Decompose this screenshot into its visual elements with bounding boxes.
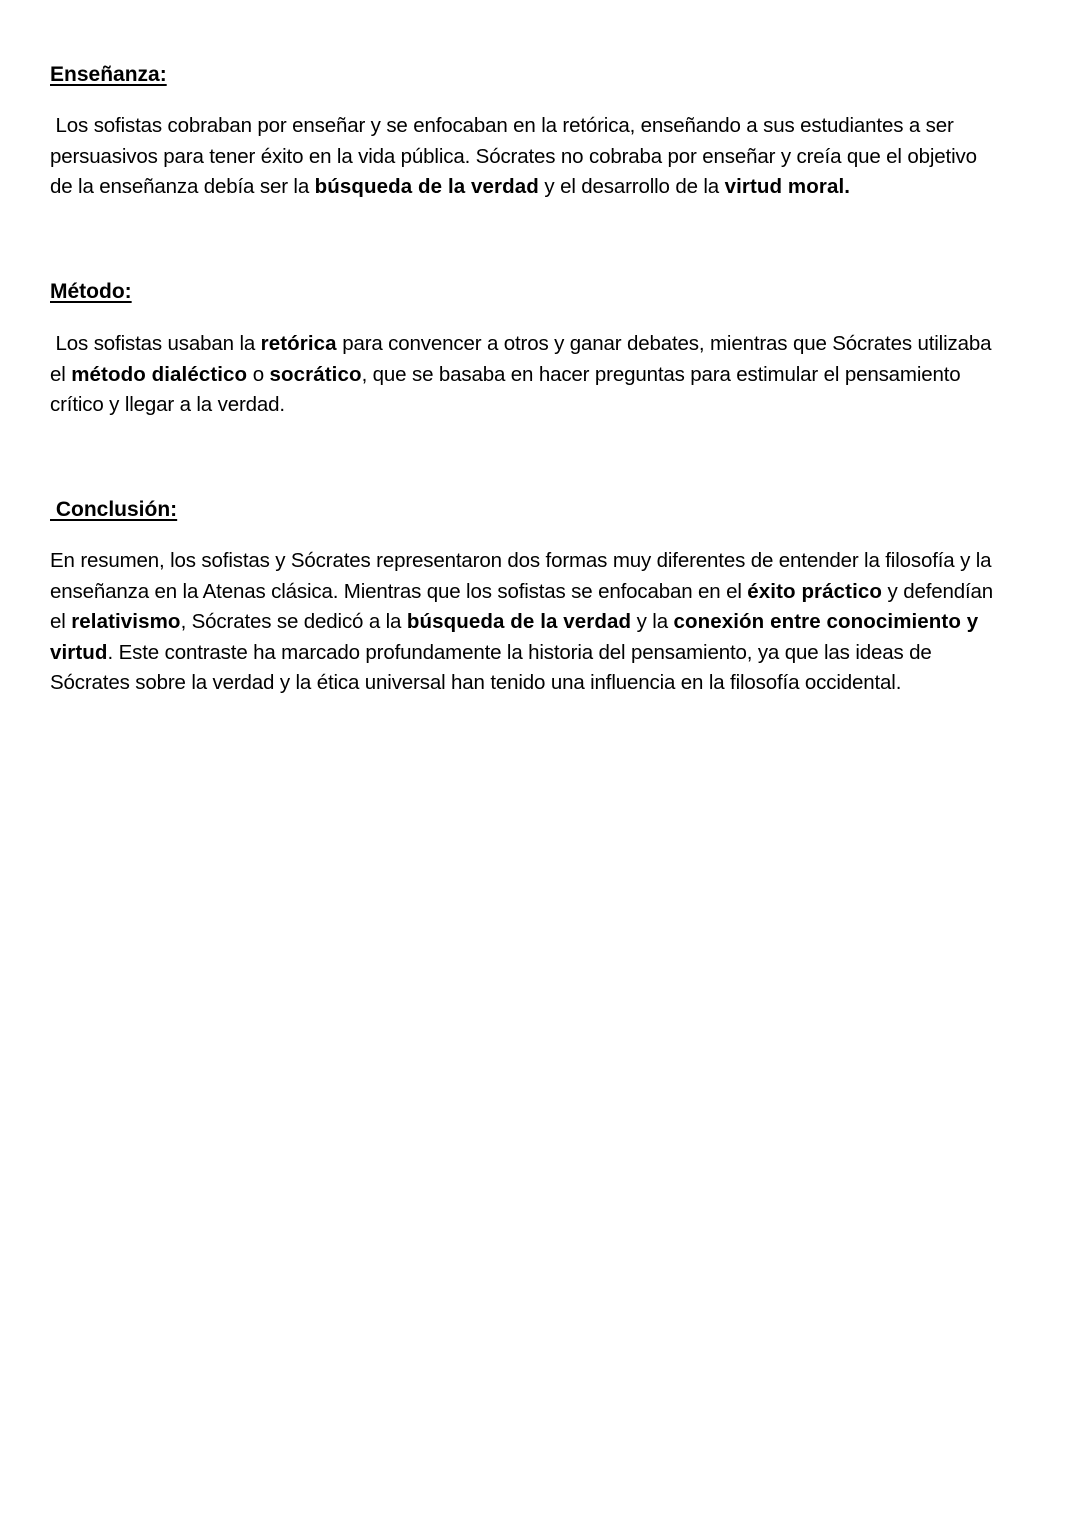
text-run: Sócrates sobre la verdad y la ética universal han tenido una influencia en la filosofía occidental.	[50, 671, 902, 694]
text-run: Los sofistas usaban la	[50, 332, 261, 355]
section-body-ensenanza	[50, 111, 1040, 203]
text-run: crítico y llegar a la verdad.	[50, 393, 285, 416]
text-run: persuasivos para tener éxito en la vida pública. Sócrates no cobraba por enseñar y creía que el objetivo	[50, 144, 977, 168]
text-run: enseñanza en la Atenas clásica. Mientras que los sofistas se enfocaban en el	[50, 579, 748, 603]
section-body-metodo	[50, 329, 1040, 421]
text-run: para convencer a otros y ganar debates, mientras que Sócrates utilizaba	[336, 332, 992, 355]
text-run: . Este contraste ha marcado profundamente la historia del pensamiento, ya que las ideas de	[107, 640, 932, 664]
bold-text: método dialéctico	[71, 362, 248, 386]
text-run: En resumen, los sofistas y Sócrates representaron dos formas muy diferentes de entender la filosofía y la	[50, 549, 992, 572]
bold-text: búsqueda de la verdad	[406, 610, 632, 633]
text-run: el	[50, 362, 72, 386]
bold-text: búsqueda de la verdad	[314, 175, 539, 198]
section-title-conclusion: Conclusión:	[50, 498, 178, 521]
paragraph-line	[50, 390, 1040, 421]
bold-text: retórica	[260, 332, 337, 355]
paragraph-line	[50, 142, 1040, 173]
text-run: , que se basaba en hacer preguntas para estimular el pensamiento	[361, 362, 961, 386]
paragraph-line	[50, 607, 1040, 638]
text-run: el	[50, 610, 72, 633]
bold-text: relativismo	[71, 610, 181, 633]
text-run: y la	[631, 610, 674, 633]
bold-text: éxito práctico	[747, 579, 882, 603]
paragraph-line	[50, 360, 1040, 391]
bold-text: conexión entre conocimiento y	[673, 610, 979, 633]
paragraph-line	[50, 668, 1040, 699]
text-run: y defendían	[882, 579, 994, 603]
paragraph-line	[50, 638, 1040, 669]
paragraph-line	[50, 329, 1040, 360]
text-run: o	[247, 362, 270, 386]
paragraph-line	[50, 172, 1040, 203]
paragraph-line	[50, 546, 1040, 577]
section-title-ensenanza: Enseñanza:	[50, 63, 167, 86]
section-body-conclusion	[50, 546, 1040, 699]
bold-text: virtud moral.	[724, 175, 851, 198]
paragraph-line	[50, 577, 1040, 608]
text-run: Los sofistas cobraban por enseñar y se enfocaban en la retórica, enseñando a sus estudiantes a ser	[50, 114, 954, 137]
paragraph-line	[50, 111, 1040, 142]
text-run: y el desarrollo de la	[538, 175, 725, 198]
section-title-metodo: Método:	[50, 280, 132, 303]
text-run: de la enseñanza debía ser la	[50, 175, 315, 198]
bold-text: virtud	[50, 640, 108, 664]
bold-text: socrático	[269, 362, 362, 386]
text-run: , Sócrates se dedicó a la	[180, 610, 407, 633]
